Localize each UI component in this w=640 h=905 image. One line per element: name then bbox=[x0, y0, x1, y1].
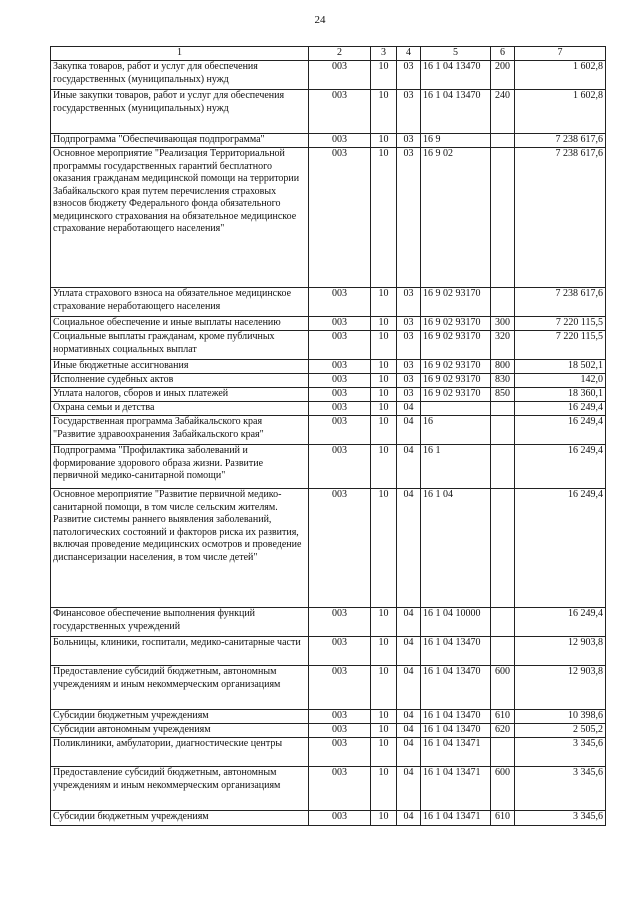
grbs-code-cell: 003 bbox=[309, 608, 371, 637]
amount-cell: 16 249,4 bbox=[515, 489, 606, 608]
target-article-cell: 16 9 02 93170 bbox=[421, 317, 491, 331]
expense-type-cell bbox=[491, 608, 515, 637]
table-row bbox=[51, 811, 606, 826]
item-name-cell: Больницы, клиники, госпитали, медико-санитарные части bbox=[51, 637, 309, 666]
section-code-cell: 10 bbox=[371, 402, 397, 416]
section-code-cell: 10 bbox=[371, 388, 397, 402]
expense-type-cell: 600 bbox=[491, 767, 515, 811]
amount-cell: 1 602,8 bbox=[515, 61, 606, 90]
section-code-cell: 10 bbox=[371, 360, 397, 374]
table-row bbox=[51, 666, 606, 710]
section-code-cell: 10 bbox=[371, 374, 397, 388]
expense-type-cell: 610 bbox=[491, 710, 515, 724]
item-name-cell: Уплата страхового взноса на обязательное медицинское страхование неработающего населения bbox=[51, 288, 309, 317]
column-header: 2 bbox=[309, 47, 371, 61]
section-code-cell: 10 bbox=[371, 724, 397, 738]
amount-cell: 7 220 115,5 bbox=[515, 331, 606, 360]
item-name-cell: Подпрограмма "Обеспечивающая подпрограмма" bbox=[51, 134, 309, 148]
target-article-cell: 16 9 02 93170 bbox=[421, 288, 491, 317]
grbs-code-cell: 003 bbox=[309, 288, 371, 317]
item-name-cell: Поликлиники, амбулатории, диагностические центры bbox=[51, 738, 309, 767]
item-name-cell: Охрана семьи и детства bbox=[51, 402, 309, 416]
item-name-cell: Иные закупки товаров, работ и услуг для обеспечения государственных (муниципальных) нужд bbox=[51, 90, 309, 134]
expense-type-cell: 610 bbox=[491, 811, 515, 826]
grbs-code-cell: 003 bbox=[309, 331, 371, 360]
target-article-cell: 16 1 04 13470 bbox=[421, 710, 491, 724]
grbs-code-cell: 003 bbox=[309, 724, 371, 738]
table-row bbox=[51, 402, 606, 416]
item-name-cell: Закупка товаров, работ и услуг для обеспечения государственных (муниципальных) нужд bbox=[51, 61, 309, 90]
subsection-code-cell: 03 bbox=[397, 148, 421, 288]
grbs-code-cell: 003 bbox=[309, 811, 371, 826]
expense-type-cell bbox=[491, 489, 515, 608]
subsection-code-cell: 04 bbox=[397, 637, 421, 666]
expense-type-cell bbox=[491, 148, 515, 288]
table-row bbox=[51, 134, 606, 148]
column-header: 7 bbox=[515, 47, 606, 61]
amount-cell: 12 903,8 bbox=[515, 637, 606, 666]
table-header-row bbox=[51, 47, 606, 61]
column-header: 6 bbox=[491, 47, 515, 61]
item-name-cell: Социальное обеспечение и иные выплаты населению bbox=[51, 317, 309, 331]
item-name-cell: Социальные выплаты гражданам, кроме публичных нормативных социальных выплат bbox=[51, 331, 309, 360]
target-article-cell: 16 9 02 bbox=[421, 148, 491, 288]
table-row bbox=[51, 360, 606, 374]
expense-type-cell bbox=[491, 402, 515, 416]
grbs-code-cell: 003 bbox=[309, 637, 371, 666]
amount-cell: 7 238 617,6 bbox=[515, 288, 606, 317]
subsection-code-cell: 03 bbox=[397, 360, 421, 374]
item-name-cell: Субсидии бюджетным учреждениям bbox=[51, 811, 309, 826]
expense-type-cell bbox=[491, 288, 515, 317]
subsection-code-cell: 04 bbox=[397, 767, 421, 811]
target-article-cell: 16 9 02 93170 bbox=[421, 388, 491, 402]
column-header: 3 bbox=[371, 47, 397, 61]
subsection-code-cell: 03 bbox=[397, 288, 421, 317]
table-row bbox=[51, 767, 606, 811]
table-row bbox=[51, 288, 606, 317]
grbs-code-cell: 003 bbox=[309, 445, 371, 489]
target-article-cell: 16 1 04 13471 bbox=[421, 738, 491, 767]
subsection-code-cell: 03 bbox=[397, 331, 421, 360]
table-row bbox=[51, 331, 606, 360]
table-row bbox=[51, 317, 606, 331]
amount-cell: 16 249,4 bbox=[515, 608, 606, 637]
page-number: 24 bbox=[314, 14, 326, 26]
section-code-cell: 10 bbox=[371, 331, 397, 360]
grbs-code-cell: 003 bbox=[309, 148, 371, 288]
subsection-code-cell: 03 bbox=[397, 90, 421, 134]
subsection-code-cell: 04 bbox=[397, 811, 421, 826]
subsection-code-cell: 04 bbox=[397, 402, 421, 416]
grbs-code-cell: 003 bbox=[309, 388, 371, 402]
section-code-cell: 10 bbox=[371, 61, 397, 90]
section-code-cell: 10 bbox=[371, 666, 397, 710]
grbs-code-cell: 003 bbox=[309, 374, 371, 388]
expense-type-cell: 800 bbox=[491, 360, 515, 374]
section-code-cell: 10 bbox=[371, 637, 397, 666]
target-article-cell: 16 9 02 93170 bbox=[421, 331, 491, 360]
table-row bbox=[51, 148, 606, 288]
item-name-cell: Иные бюджетные ассигнования bbox=[51, 360, 309, 374]
grbs-code-cell: 003 bbox=[309, 416, 371, 445]
subsection-code-cell: 03 bbox=[397, 134, 421, 148]
target-article-cell: 16 1 bbox=[421, 445, 491, 489]
section-code-cell: 10 bbox=[371, 710, 397, 724]
amount-cell: 3 345,6 bbox=[515, 811, 606, 826]
item-name-cell: Предоставление субсидий бюджетным, автономным учреждениям и иным некоммерческим организациям bbox=[51, 666, 309, 710]
table-row bbox=[51, 710, 606, 724]
subsection-code-cell: 04 bbox=[397, 445, 421, 489]
expense-type-cell: 850 bbox=[491, 388, 515, 402]
section-code-cell: 10 bbox=[371, 811, 397, 826]
table-row bbox=[51, 90, 606, 134]
item-name-cell: Субсидии автономным учреждениям bbox=[51, 724, 309, 738]
table-row bbox=[51, 724, 606, 738]
section-code-cell: 10 bbox=[371, 317, 397, 331]
amount-cell: 16 249,4 bbox=[515, 445, 606, 489]
section-code-cell: 10 bbox=[371, 148, 397, 288]
section-code-cell: 10 bbox=[371, 416, 397, 445]
section-code-cell: 10 bbox=[371, 134, 397, 148]
expense-type-cell: 300 bbox=[491, 317, 515, 331]
section-code-cell: 10 bbox=[371, 445, 397, 489]
expense-type-cell: 600 bbox=[491, 666, 515, 710]
target-article-cell: 16 1 04 13470 bbox=[421, 637, 491, 666]
expense-type-cell: 240 bbox=[491, 90, 515, 134]
section-code-cell: 10 bbox=[371, 288, 397, 317]
target-article-cell: 16 9 bbox=[421, 134, 491, 148]
amount-cell: 3 345,6 bbox=[515, 767, 606, 811]
expense-type-cell bbox=[491, 637, 515, 666]
subsection-code-cell: 04 bbox=[397, 416, 421, 445]
amount-cell: 16 249,4 bbox=[515, 416, 606, 445]
target-article-cell bbox=[421, 402, 491, 416]
subsection-code-cell: 04 bbox=[397, 738, 421, 767]
amount-cell: 1 602,8 bbox=[515, 90, 606, 134]
expense-type-cell: 320 bbox=[491, 331, 515, 360]
table-row bbox=[51, 445, 606, 489]
table-row bbox=[51, 608, 606, 637]
subsection-code-cell: 03 bbox=[397, 61, 421, 90]
amount-cell: 18 360,1 bbox=[515, 388, 606, 402]
subsection-code-cell: 04 bbox=[397, 666, 421, 710]
amount-cell: 142,0 bbox=[515, 374, 606, 388]
grbs-code-cell: 003 bbox=[309, 360, 371, 374]
amount-cell: 18 502,1 bbox=[515, 360, 606, 374]
section-code-cell: 10 bbox=[371, 489, 397, 608]
item-name-cell: Основное мероприятие "Развитие первичной медико-санитарной помощи, в том числе сельским жителям. Развитие системы раннего выявления заболеваний, патологических состояний и факторов риска их развития, включая проведение медицинских осмотров и проведение диспансеризации населения, в том числе детей" bbox=[51, 489, 309, 608]
subsection-code-cell: 04 bbox=[397, 710, 421, 724]
grbs-code-cell: 003 bbox=[309, 489, 371, 608]
column-header: 1 bbox=[51, 47, 309, 61]
item-name-cell: Уплата налогов, сборов и иных платежей bbox=[51, 388, 309, 402]
amount-cell: 3 345,6 bbox=[515, 738, 606, 767]
subsection-code-cell: 04 bbox=[397, 608, 421, 637]
target-article-cell: 16 bbox=[421, 416, 491, 445]
grbs-code-cell: 003 bbox=[309, 767, 371, 811]
budget-table bbox=[50, 46, 606, 826]
amount-cell: 7 238 617,6 bbox=[515, 134, 606, 148]
table-row bbox=[51, 738, 606, 767]
target-article-cell: 16 1 04 13470 bbox=[421, 90, 491, 134]
amount-cell: 12 903,8 bbox=[515, 666, 606, 710]
table-row bbox=[51, 489, 606, 608]
expense-type-cell bbox=[491, 738, 515, 767]
section-code-cell: 10 bbox=[371, 90, 397, 134]
target-article-cell: 16 9 02 93170 bbox=[421, 360, 491, 374]
item-name-cell: Субсидии бюджетным учреждениям bbox=[51, 710, 309, 724]
grbs-code-cell: 003 bbox=[309, 90, 371, 134]
amount-cell: 7 238 617,6 bbox=[515, 148, 606, 288]
table-body bbox=[51, 61, 606, 826]
table-row bbox=[51, 416, 606, 445]
target-article-cell: 16 1 04 13470 bbox=[421, 724, 491, 738]
section-code-cell: 10 bbox=[371, 767, 397, 811]
item-name-cell: Государственная программа Забайкальского края "Развитие здравоохранения Забайкальского края" bbox=[51, 416, 309, 445]
table-row bbox=[51, 61, 606, 90]
expense-type-cell bbox=[491, 134, 515, 148]
grbs-code-cell: 003 bbox=[309, 61, 371, 90]
expense-type-cell: 200 bbox=[491, 61, 515, 90]
amount-cell: 7 220 115,5 bbox=[515, 317, 606, 331]
target-article-cell: 16 9 02 93170 bbox=[421, 374, 491, 388]
item-name-cell: Подпрограмма "Профилактика заболеваний и формирование здорового образа жизни. Развитие первичной медико-санитарной помощи" bbox=[51, 445, 309, 489]
target-article-cell: 16 1 04 13470 bbox=[421, 61, 491, 90]
subsection-code-cell: 03 bbox=[397, 374, 421, 388]
column-header: 5 bbox=[421, 47, 491, 61]
target-article-cell: 16 1 04 bbox=[421, 489, 491, 608]
table-row bbox=[51, 388, 606, 402]
target-article-cell: 16 1 04 13470 bbox=[421, 666, 491, 710]
expense-type-cell bbox=[491, 416, 515, 445]
expense-type-cell: 830 bbox=[491, 374, 515, 388]
grbs-code-cell: 003 bbox=[309, 317, 371, 331]
subsection-code-cell: 04 bbox=[397, 489, 421, 608]
amount-cell: 10 398,6 bbox=[515, 710, 606, 724]
item-name-cell: Предоставление субсидий бюджетным, автономным учреждениям и иным некоммерческим организациям bbox=[51, 767, 309, 811]
section-code-cell: 10 bbox=[371, 738, 397, 767]
amount-cell: 2 505,2 bbox=[515, 724, 606, 738]
item-name-cell: Основное мероприятие "Реализация Территориальной программы государственных гарантий бесплатного оказания гражданам медицинской помощи на территории Забайкальского края путем перечисления страховых взносов бюджету Федерального фонда обязательного медицинского страхования на обязательное медицинское страхование неработающего населения" bbox=[51, 148, 309, 288]
item-name-cell: Финансовое обеспечение выполнения функций государственных учреждений bbox=[51, 608, 309, 637]
subsection-code-cell: 03 bbox=[397, 388, 421, 402]
section-code-cell: 10 bbox=[371, 608, 397, 637]
grbs-code-cell: 003 bbox=[309, 134, 371, 148]
grbs-code-cell: 003 bbox=[309, 402, 371, 416]
expense-type-cell bbox=[491, 445, 515, 489]
expense-type-cell: 620 bbox=[491, 724, 515, 738]
table-row bbox=[51, 374, 606, 388]
grbs-code-cell: 003 bbox=[309, 738, 371, 767]
target-article-cell: 16 1 04 10000 bbox=[421, 608, 491, 637]
subsection-code-cell: 04 bbox=[397, 724, 421, 738]
column-header: 4 bbox=[397, 47, 421, 61]
target-article-cell: 16 1 04 13471 bbox=[421, 767, 491, 811]
item-name-cell: Исполнение судебных актов bbox=[51, 374, 309, 388]
subsection-code-cell: 03 bbox=[397, 317, 421, 331]
grbs-code-cell: 003 bbox=[309, 666, 371, 710]
target-article-cell: 16 1 04 13471 bbox=[421, 811, 491, 826]
table-row bbox=[51, 637, 606, 666]
amount-cell: 16 249,4 bbox=[515, 402, 606, 416]
grbs-code-cell: 003 bbox=[309, 710, 371, 724]
